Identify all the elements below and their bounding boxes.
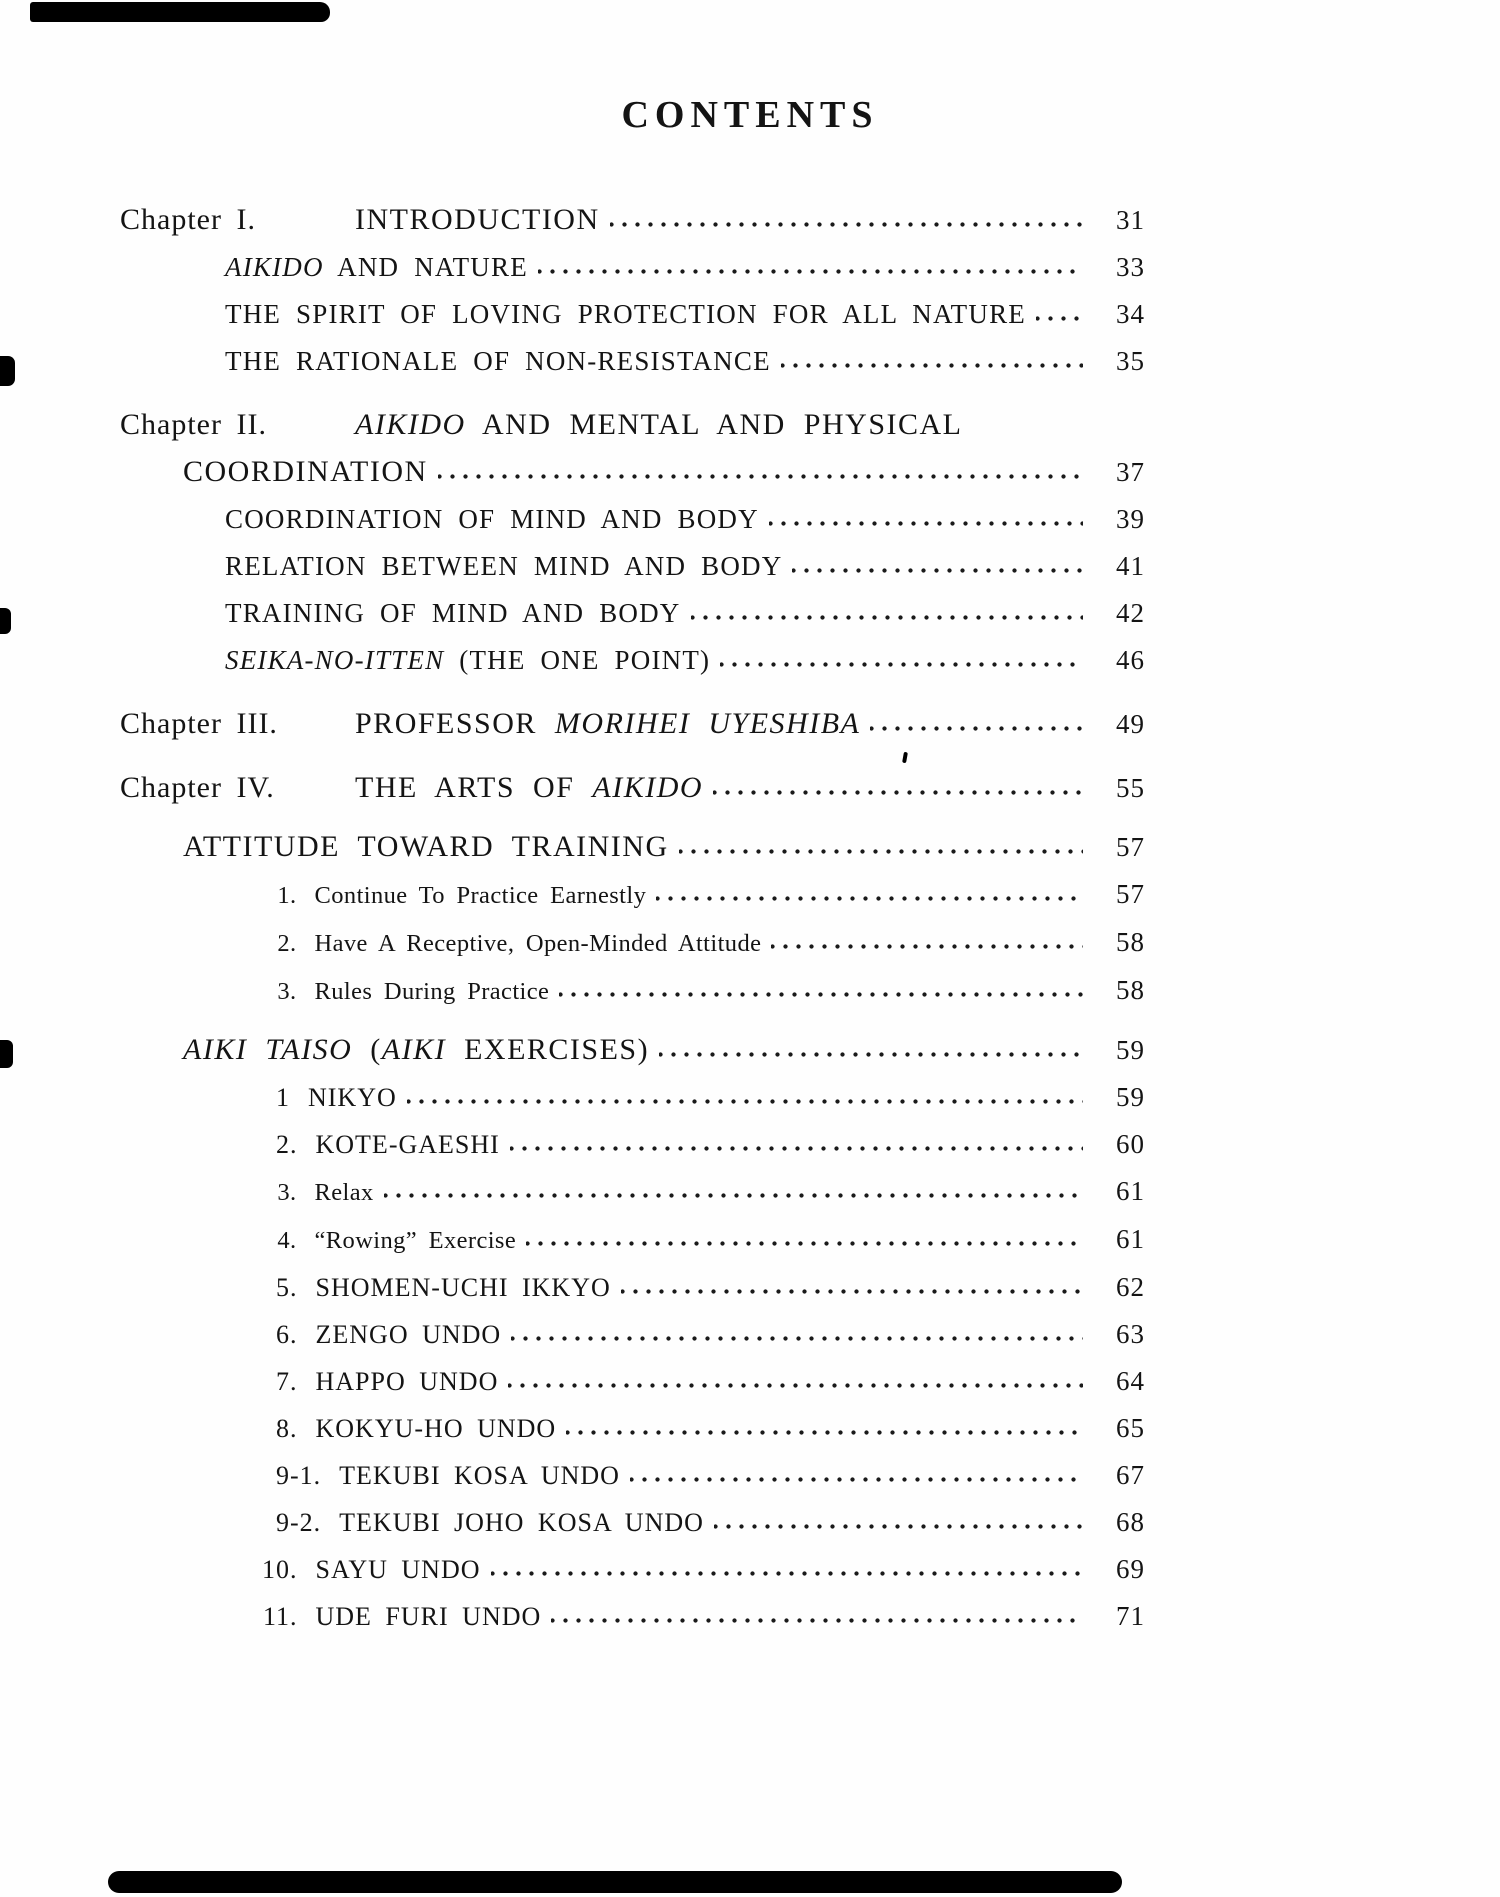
page-number: 46 xyxy=(1116,645,1145,675)
toc-entry xyxy=(120,919,1145,967)
toc-title-segment: Rules During Practice xyxy=(314,978,550,1005)
item-number-digits: 1 xyxy=(276,1083,290,1112)
page-number: 39 xyxy=(1116,504,1145,534)
toc-entry xyxy=(120,700,1145,748)
toc-entry xyxy=(120,244,1145,291)
page-number: 41 xyxy=(1116,551,1145,581)
toc-entry-title xyxy=(339,1499,704,1546)
dot-leader xyxy=(659,1029,1083,1059)
page-number: 63 xyxy=(1116,1319,1145,1349)
toc-entry-title xyxy=(225,590,681,637)
toc-title-segment: THE ARTS OF xyxy=(355,771,593,804)
toc-entry xyxy=(120,291,1145,338)
toc-title-italic-segment: AIKI TAISO xyxy=(183,1033,353,1066)
page-number: 60 xyxy=(1116,1129,1145,1159)
toc-entry xyxy=(120,1168,1145,1216)
item-number-digits: 10 xyxy=(262,1555,290,1584)
item-number-suffix: . xyxy=(290,1367,298,1396)
dot-leader xyxy=(407,1076,1083,1106)
item-number-digits: 2 xyxy=(277,930,290,957)
page-number: 71 xyxy=(1116,1601,1145,1631)
item-number-suffix: . xyxy=(290,1273,298,1302)
item-number-suffix: . xyxy=(290,1414,298,1443)
dot-leader xyxy=(656,873,1083,903)
toc-entry xyxy=(120,823,1145,871)
page-title: CONTENTS xyxy=(621,94,879,136)
toc-title-segment: THE SPIRIT OF LOVING PROTECTION FOR ALL NATURE xyxy=(225,299,1026,329)
scan-artifact-left-mark xyxy=(0,1040,13,1068)
toc-entry xyxy=(120,1311,1145,1358)
dot-leader xyxy=(870,703,1083,733)
toc-title-segment: TRAINING OF MIND AND BODY xyxy=(225,598,681,628)
item-number-digits: 9 xyxy=(276,1461,290,1490)
dot-leader xyxy=(551,1595,1083,1625)
page-number: 59 xyxy=(1116,1035,1145,1065)
toc-entry xyxy=(120,196,1145,244)
toc-title-segment: ( xyxy=(352,1033,382,1066)
toc-entry-title xyxy=(355,700,860,747)
toc-title-segment: TEKUBI KOSA UNDO xyxy=(339,1461,620,1490)
item-number-suffix: . xyxy=(290,1602,298,1631)
toc-title-segment: EXERCISES) xyxy=(446,1033,650,1066)
toc-title-segment: INTRODUCTION xyxy=(355,203,600,236)
toc-title-italic-segment: AIKIDO xyxy=(355,408,466,441)
toc-entry-title xyxy=(315,968,550,1015)
dot-leader xyxy=(610,199,1083,229)
toc-title-italic-segment: AIKIDO xyxy=(592,771,704,804)
dot-leader xyxy=(771,921,1083,951)
toc-entry xyxy=(120,1074,1145,1121)
page-number: 34 xyxy=(1116,299,1145,329)
item-number-suffix: . xyxy=(290,930,297,957)
dot-leader xyxy=(691,592,1084,622)
chapter-number-label: Chapter III. xyxy=(120,707,278,740)
page-number: 31 xyxy=(1116,205,1145,235)
toc-title-segment: COORDINATION OF MIND AND BODY xyxy=(225,504,759,534)
item-number-digits: 7 xyxy=(276,1367,290,1396)
page-number: 42 xyxy=(1116,598,1145,628)
toc-title-segment: ZENGO UNDO xyxy=(315,1320,502,1349)
toc-title-italic-segment: AIKIDO xyxy=(225,252,324,282)
page-number: 37 xyxy=(1116,457,1145,487)
dot-leader xyxy=(438,451,1083,481)
toc-entry-title xyxy=(315,872,647,919)
dot-leader xyxy=(792,545,1083,575)
page-number: 68 xyxy=(1116,1507,1145,1537)
toc-entry-title xyxy=(316,1121,500,1168)
toc-title-segment: ATTITUDE TOWARD TRAINING xyxy=(183,830,669,863)
toc-entry xyxy=(120,967,1145,1015)
toc-title-segment: AND MENTAL AND PHYSICAL xyxy=(465,408,963,441)
dot-leader xyxy=(384,1170,1083,1200)
item-number-suffix: . xyxy=(290,882,297,909)
toc-entry xyxy=(120,543,1145,590)
item-number-digits: 11 xyxy=(262,1602,290,1631)
dot-leader xyxy=(720,639,1083,669)
toc-entry xyxy=(120,448,1145,496)
toc-entry xyxy=(120,764,1145,812)
dot-leader xyxy=(508,1360,1083,1390)
item-number-suffix: . xyxy=(290,1179,297,1206)
dot-leader xyxy=(679,826,1083,856)
chapter-number-label: Chapter I. xyxy=(120,203,256,236)
item-number-digits: 8 xyxy=(276,1414,290,1443)
page-number: 61 xyxy=(1116,1224,1145,1254)
toc-entry xyxy=(120,1593,1145,1640)
page-number: 35 xyxy=(1116,346,1145,376)
toc-entry-title xyxy=(316,1405,557,1452)
toc-entry xyxy=(120,1358,1145,1405)
dot-leader xyxy=(630,1454,1083,1484)
toc-entry-title xyxy=(183,823,669,870)
page-number: 64 xyxy=(1116,1366,1145,1396)
toc-entry xyxy=(120,590,1145,637)
toc-entry-title xyxy=(316,1546,481,1593)
page-number: 57 xyxy=(1116,832,1145,862)
toc-title-italic-segment: SEIKA-NO-ITTEN xyxy=(225,645,445,675)
toc-title-segment: KOKYU-HO UNDO xyxy=(315,1414,557,1443)
toc-entry xyxy=(120,496,1145,543)
item-number xyxy=(250,1121,298,1168)
scan-artifact-bottom-bar xyxy=(108,1871,1122,1893)
toc-entry xyxy=(120,1452,1145,1499)
toc-title-segment: TEKUBI JOHO KOSA UNDO xyxy=(339,1508,704,1537)
toc-entry-title xyxy=(316,1593,542,1640)
toc-title-segment: Have A Receptive, Open-Minded Attitude xyxy=(314,930,762,957)
toc-title-segment: RELATION BETWEEN MIND AND BODY xyxy=(225,551,783,581)
page-number: 62 xyxy=(1116,1272,1145,1302)
dot-leader xyxy=(781,340,1083,370)
item-number-digits: 3 xyxy=(277,1179,290,1206)
item-number xyxy=(250,1499,321,1546)
item-number xyxy=(250,1264,298,1311)
dot-leader xyxy=(621,1266,1083,1296)
item-number xyxy=(250,1311,298,1358)
toc-entry-title xyxy=(225,291,1026,338)
toc-entry-title xyxy=(225,244,528,291)
toc-title-italic-segment: MORIHEI UYESHIBA xyxy=(554,707,861,740)
toc-entry xyxy=(120,1405,1145,1452)
toc-title-segment: KOTE-GAESHI xyxy=(315,1130,500,1159)
toc-entry-title xyxy=(225,637,710,684)
toc-entry xyxy=(120,1264,1145,1311)
toc-entry-title xyxy=(225,496,759,543)
toc-title-segment: NIKYO xyxy=(308,1083,397,1112)
toc-entry-title xyxy=(225,543,782,590)
page-number: 59 xyxy=(1116,1082,1145,1112)
page-number: 57 xyxy=(1116,879,1145,909)
item-number xyxy=(250,872,297,919)
toc-title-segment: Relax xyxy=(314,1179,374,1206)
toc-entry-title xyxy=(183,448,428,495)
page-number: 69 xyxy=(1116,1554,1145,1584)
item-number xyxy=(250,1169,297,1216)
toc-entry-title xyxy=(316,1264,611,1311)
chapter-number-label: Chapter II. xyxy=(120,408,267,441)
item-number-suffix: . xyxy=(290,1227,297,1254)
page-number: 65 xyxy=(1116,1413,1145,1443)
item-number-digits: 6 xyxy=(276,1320,290,1349)
toc-title-segment: SHOMEN-UCHI IKKYO xyxy=(315,1273,611,1302)
toc-entry-title xyxy=(315,920,762,967)
toc-entry xyxy=(120,1216,1145,1264)
dot-leader xyxy=(526,1218,1083,1248)
item-number-digits: 5 xyxy=(276,1273,290,1302)
table-of-contents xyxy=(120,196,1145,1640)
toc-title-segment: PROFESSOR xyxy=(355,707,555,740)
page-number: 33 xyxy=(1116,252,1145,282)
toc-entry xyxy=(120,637,1145,684)
item-number-digits: 3 xyxy=(277,978,290,1005)
toc-entry-title xyxy=(355,196,600,243)
toc-entry-title xyxy=(316,1358,499,1405)
toc-title-segment: HAPPO UNDO xyxy=(315,1367,499,1396)
toc-entry xyxy=(120,401,1145,448)
item-number xyxy=(250,1217,297,1264)
toc-title-segment: (THE ONE POINT) xyxy=(444,645,711,675)
item-number xyxy=(250,968,297,1015)
toc-title-italic-segment: AIKI xyxy=(381,1033,447,1066)
item-number-suffix: . xyxy=(290,1130,298,1159)
item-number xyxy=(250,1405,298,1452)
item-number-digits: 9 xyxy=(276,1508,290,1537)
toc-entry xyxy=(120,1499,1145,1546)
scan-artifact-left-mark xyxy=(0,356,15,386)
item-number-digits: 1 xyxy=(277,882,290,909)
dot-leader xyxy=(511,1313,1083,1343)
dot-leader xyxy=(714,1501,1083,1531)
toc-entry-title xyxy=(308,1074,397,1121)
item-number-suffix: . xyxy=(290,1320,298,1349)
toc-entry-title xyxy=(315,1217,517,1264)
toc-title-segment: UDE FURI UNDO xyxy=(315,1602,542,1631)
toc-title-segment: SAYU UNDO xyxy=(315,1555,481,1584)
page-number: 61 xyxy=(1116,1176,1145,1206)
toc-entry xyxy=(120,1121,1145,1168)
toc-entry-title xyxy=(225,338,771,385)
dot-leader xyxy=(1036,293,1083,323)
toc-title-segment: THE RATIONALE OF NON-RESISTANCE xyxy=(225,346,771,376)
dot-leader xyxy=(491,1548,1083,1578)
toc-entry xyxy=(120,338,1145,385)
item-number xyxy=(250,1593,298,1640)
page-number: 58 xyxy=(1116,927,1145,957)
toc-entry-title xyxy=(355,401,963,448)
toc-title-segment: Continue To Practice Earnestly xyxy=(314,882,647,909)
toc-entry-title xyxy=(315,1169,374,1216)
toc-title-segment: COORDINATION xyxy=(183,455,428,488)
item-number xyxy=(250,1546,298,1593)
toc-entry-title xyxy=(339,1452,620,1499)
page-number: 67 xyxy=(1116,1460,1145,1490)
toc-title-segment: “Rowing” Exercise xyxy=(314,1227,517,1254)
dot-leader xyxy=(559,969,1083,999)
item-number-suffix: . xyxy=(290,1555,298,1584)
toc-entry-title xyxy=(355,764,703,811)
dot-leader xyxy=(510,1123,1083,1153)
item-number-digits: 4 xyxy=(277,1227,290,1254)
item-number-digits: 2 xyxy=(276,1130,290,1159)
page-number: 49 xyxy=(1116,709,1145,739)
toc-title-segment: AND NATURE xyxy=(323,252,528,282)
item-number-suffix: -1. xyxy=(290,1461,322,1490)
toc-entry xyxy=(120,871,1145,919)
dot-leader xyxy=(713,767,1083,797)
item-number xyxy=(250,1358,298,1405)
toc-entry xyxy=(120,1546,1145,1593)
scan-artifact-top-bar xyxy=(30,2,330,22)
dot-leader xyxy=(538,246,1083,276)
item-number-suffix: . xyxy=(290,978,297,1005)
toc-entry xyxy=(120,1026,1145,1074)
toc-entry-title xyxy=(183,1026,649,1073)
dot-leader xyxy=(769,498,1083,528)
dot-leader xyxy=(566,1407,1083,1437)
page-number: 55 xyxy=(1116,773,1145,803)
item-number xyxy=(250,1452,321,1499)
item-number xyxy=(250,1074,290,1121)
chapter-number-label: Chapter IV. xyxy=(120,771,275,804)
item-number-suffix: -2. xyxy=(290,1508,322,1537)
page-number: 58 xyxy=(1116,975,1145,1005)
toc-entry-title xyxy=(316,1311,502,1358)
item-number xyxy=(250,920,297,967)
scan-artifact-left-mark xyxy=(0,608,11,634)
